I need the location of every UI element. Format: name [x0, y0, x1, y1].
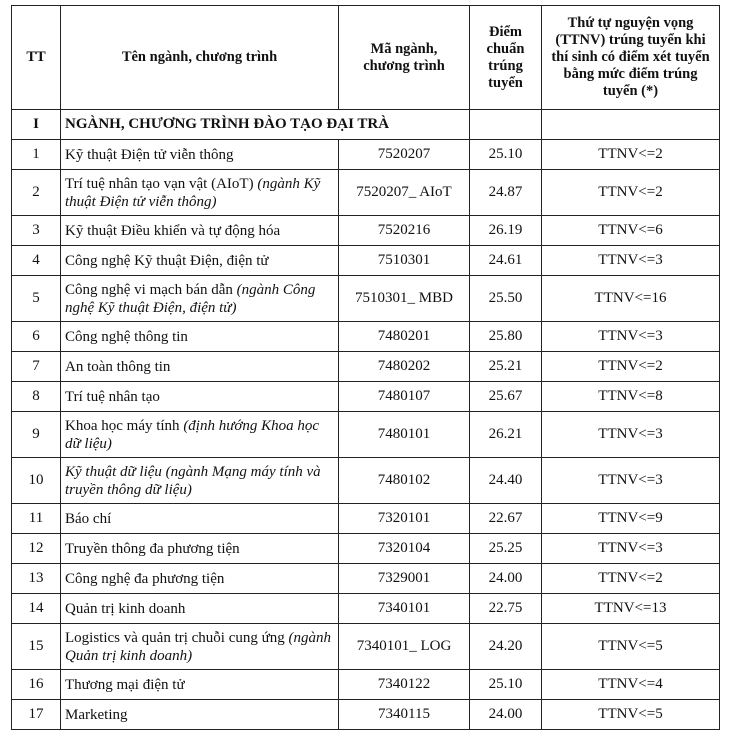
row-tt: 15 — [12, 624, 61, 670]
row-code: 7510301_ MBD — [339, 276, 470, 322]
row-program-name — [61, 458, 339, 504]
row-ttnv: TTNV<=8 — [542, 382, 720, 412]
row-tt: 2 — [12, 170, 61, 216]
row-program-name — [61, 140, 339, 170]
program-name-text: Kỹ thuật Điện tử viễn thông — [65, 146, 234, 163]
header-ttnv: Thứ tự nguyện vọng (TTNV) trúng tuyển khi thí sinh có điểm xét tuyển bằng mức điểm trúng tuyển (*) — [542, 6, 720, 110]
table-row — [12, 564, 720, 594]
row-tt: 6 — [12, 322, 61, 352]
row-program-name — [61, 322, 339, 352]
program-note-text: (ngành Kỹ thuật Điện tử viễn thông) — [65, 175, 321, 210]
row-score: 25.50 — [470, 276, 542, 322]
row-ttnv: TTNV<=3 — [542, 412, 720, 458]
table-row — [12, 170, 720, 216]
program-name-text: Quản trị kinh doanh — [65, 600, 186, 617]
row-score: 25.80 — [470, 322, 542, 352]
row-tt: 3 — [12, 216, 61, 246]
row-program-name — [61, 564, 339, 594]
table-row — [12, 594, 720, 624]
section-title: NGÀNH, CHƯƠNG TRÌNH ĐÀO TẠO ĐẠI TRÀ — [61, 110, 470, 140]
row-ttnv: TTNV<=5 — [542, 624, 720, 670]
table-row — [12, 534, 720, 564]
row-program-name — [61, 412, 339, 458]
row-code: 7340122 — [339, 670, 470, 700]
table-row — [12, 246, 720, 276]
row-ttnv: TTNV<=2 — [542, 564, 720, 594]
row-program-name — [61, 670, 339, 700]
table-row — [12, 140, 720, 170]
header-name: Tên ngành, chương trình — [61, 6, 339, 110]
program-name-text: An toàn thông tin — [65, 358, 171, 375]
row-ttnv: TTNV<=2 — [542, 140, 720, 170]
program-name-text: Trí tuệ nhân tạo vạn vật (AIoT) — [65, 175, 254, 192]
table-row — [12, 382, 720, 412]
row-code: 7340101 — [339, 594, 470, 624]
row-program-name — [61, 534, 339, 564]
row-program-name — [61, 504, 339, 534]
row-score: 26.21 — [470, 412, 542, 458]
row-code: 7320104 — [339, 534, 470, 564]
row-ttnv: TTNV<=3 — [542, 458, 720, 504]
admission-score-table — [11, 5, 720, 730]
row-ttnv: TTNV<=16 — [542, 276, 720, 322]
table-row — [12, 504, 720, 534]
section-empty-ttnv — [542, 110, 720, 140]
table-row — [12, 700, 720, 730]
section-tt: I — [12, 110, 61, 140]
row-code: 7480202 — [339, 352, 470, 382]
program-name-text: Khoa học máy tính — [65, 417, 180, 434]
row-score: 24.40 — [470, 458, 542, 504]
row-code: 7510301 — [339, 246, 470, 276]
program-name-text: Công nghệ Kỹ thuật Điện, điện tử — [65, 252, 269, 269]
row-code: 7520207 — [339, 140, 470, 170]
table-row — [12, 412, 720, 458]
row-code: 7340101_ LOG — [339, 624, 470, 670]
row-tt: 16 — [12, 670, 61, 700]
row-score: 24.20 — [470, 624, 542, 670]
row-program-name — [61, 276, 339, 322]
row-tt: 12 — [12, 534, 61, 564]
program-name-text: Báo chí — [65, 510, 112, 527]
row-ttnv: TTNV<=2 — [542, 352, 720, 382]
row-score: 25.67 — [470, 382, 542, 412]
row-ttnv: TTNV<=3 — [542, 246, 720, 276]
row-ttnv: TTNV<=6 — [542, 216, 720, 246]
row-program-name — [61, 216, 339, 246]
row-code: 7340115 — [339, 700, 470, 730]
row-tt: 5 — [12, 276, 61, 322]
row-code: 7480201 — [339, 322, 470, 352]
row-tt: 1 — [12, 140, 61, 170]
row-tt: 7 — [12, 352, 61, 382]
section-row — [12, 110, 720, 140]
row-tt: 17 — [12, 700, 61, 730]
table-header-row — [12, 6, 720, 110]
table-row — [12, 670, 720, 700]
row-ttnv: TTNV<=13 — [542, 594, 720, 624]
row-ttnv: TTNV<=5 — [542, 700, 720, 730]
row-score: 24.00 — [470, 564, 542, 594]
program-name-text: Công nghệ đa phương tiện — [65, 570, 225, 587]
row-score: 24.61 — [470, 246, 542, 276]
row-ttnv: TTNV<=3 — [542, 322, 720, 352]
row-tt: 13 — [12, 564, 61, 594]
row-score: 24.87 — [470, 170, 542, 216]
program-note-text: Kỹ thuật dữ liệu (ngành Mạng máy tính và truyền thông dữ liệu) — [65, 463, 321, 498]
row-program-name — [61, 624, 339, 670]
row-ttnv: TTNV<=2 — [542, 170, 720, 216]
row-tt: 11 — [12, 504, 61, 534]
row-tt: 14 — [12, 594, 61, 624]
row-code: 7520207_ AIoT — [339, 170, 470, 216]
program-name-text: Kỹ thuật Điều khiển và tự động hóa — [65, 222, 281, 239]
row-program-name — [61, 382, 339, 412]
program-name-text: Thương mại điện tử — [65, 676, 185, 693]
header-score: Điểm chuẩn trúng tuyển — [470, 6, 542, 110]
table-row — [12, 322, 720, 352]
program-name-text: Trí tuệ nhân tạo — [65, 388, 160, 405]
row-code: 7480102 — [339, 458, 470, 504]
row-tt: 9 — [12, 412, 61, 458]
row-score: 24.00 — [470, 700, 542, 730]
row-program-name — [61, 594, 339, 624]
row-score: 25.25 — [470, 534, 542, 564]
program-name-text: Truyền thông đa phương tiện — [65, 540, 240, 557]
table-row — [12, 624, 720, 670]
row-program-name — [61, 246, 339, 276]
row-ttnv: TTNV<=3 — [542, 534, 720, 564]
table-row — [12, 216, 720, 246]
row-score: 22.75 — [470, 594, 542, 624]
program-name-text: Logistics và quản trị chuỗi cung ứng — [65, 629, 285, 646]
row-score: 25.10 — [470, 140, 542, 170]
row-score: 25.10 — [470, 670, 542, 700]
row-program-name — [61, 170, 339, 216]
row-code: 7520216 — [339, 216, 470, 246]
row-tt: 4 — [12, 246, 61, 276]
row-code: 7320101 — [339, 504, 470, 534]
table-row — [12, 276, 720, 322]
row-code: 7480107 — [339, 382, 470, 412]
row-code: 7480101 — [339, 412, 470, 458]
program-name-text: Công nghệ thông tin — [65, 328, 188, 345]
program-name-text: Marketing — [65, 706, 128, 723]
row-score: 26.19 — [470, 216, 542, 246]
row-tt: 10 — [12, 458, 61, 504]
header-tt: TT — [12, 6, 61, 110]
program-name-text: Công nghệ vi mạch bán dẫn — [65, 281, 233, 298]
row-code: 7329001 — [339, 564, 470, 594]
row-score: 25.21 — [470, 352, 542, 382]
header-code: Mã ngành, chương trình — [339, 6, 470, 110]
row-tt: 8 — [12, 382, 61, 412]
program-note-text: (định hướng Khoa học dữ liệu) — [65, 417, 320, 452]
section-empty-score — [470, 110, 542, 140]
row-program-name — [61, 700, 339, 730]
program-note-text: (ngành Công nghệ Kỹ thuật Điện, điện tử) — [65, 281, 316, 316]
row-program-name — [61, 352, 339, 382]
program-note-text: (ngành Quản trị kinh doanh) — [65, 629, 332, 664]
row-ttnv: TTNV<=9 — [542, 504, 720, 534]
table-row — [12, 352, 720, 382]
row-ttnv: TTNV<=4 — [542, 670, 720, 700]
table-row — [12, 458, 720, 504]
row-score: 22.67 — [470, 504, 542, 534]
